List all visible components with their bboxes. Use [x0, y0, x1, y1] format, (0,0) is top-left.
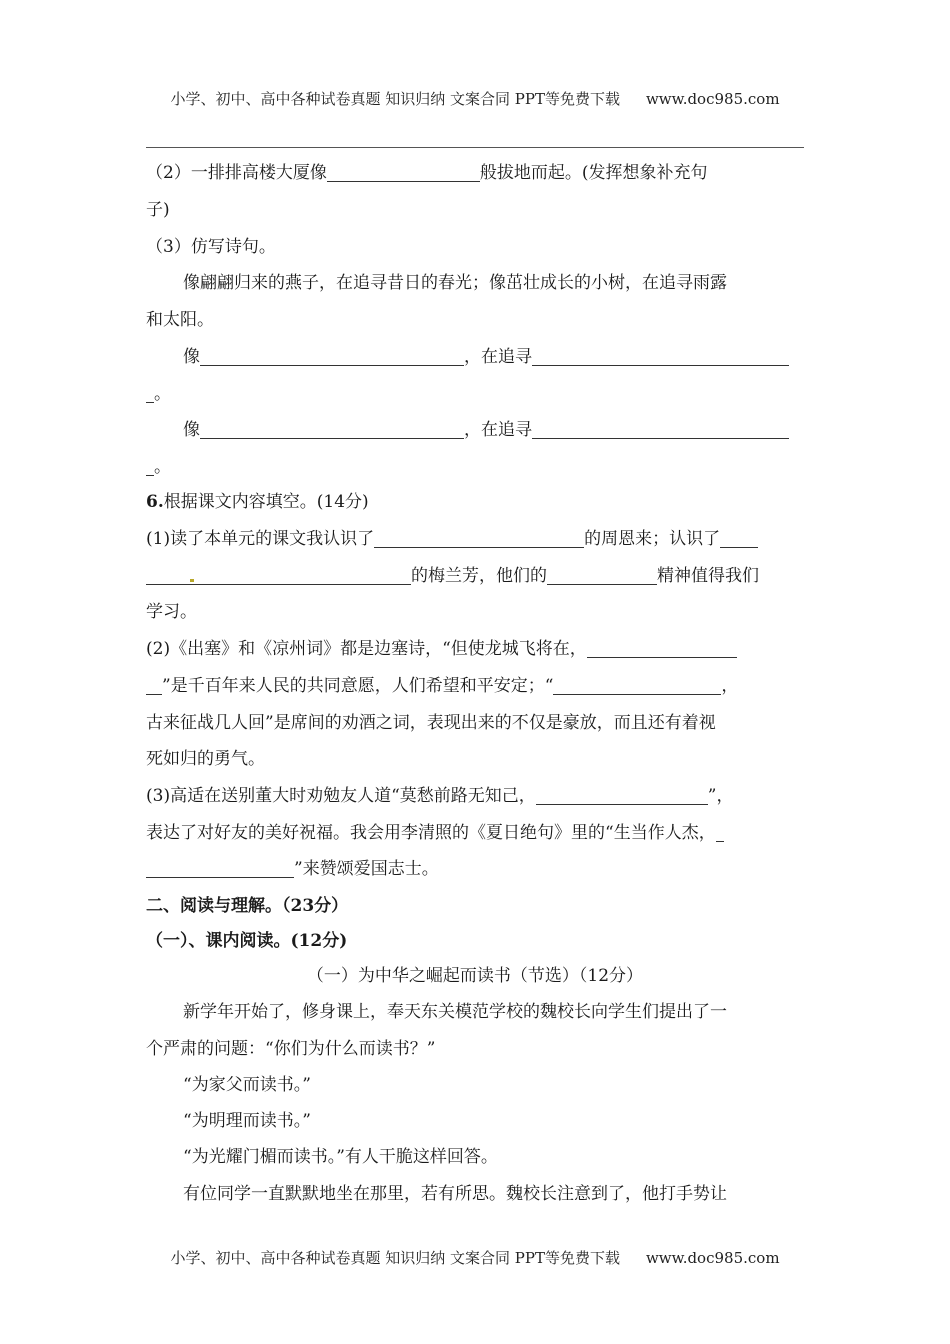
q5-part2-prefix: （2）一排排高楼大厦像: [146, 163, 327, 183]
q6-number: 6.: [146, 492, 164, 512]
q6-title: [146, 491, 816, 513]
passage-reply-2: [183, 1110, 853, 1132]
q6-p3-a: (3)高适在送别董大时劝勉友人道“莫愁前路无知己，: [146, 786, 536, 806]
stray-mark: [190, 579, 194, 582]
q6-p1-d: 精神值得我们: [657, 566, 759, 586]
q5-part2-blank[interactable]: [327, 164, 480, 182]
q6-part2-line-1: [146, 638, 816, 660]
q6-p1-c: 的梅兰芳，他们的: [411, 566, 547, 586]
q5-part3-title: [146, 236, 816, 258]
q5-like-label-1: 像: [183, 347, 200, 367]
q6-part2-line-2: [146, 675, 816, 697]
header-text: 小学、初中、高中各种试卷真题 知识归纳 文案合同 PPT等免费下载: [170, 90, 620, 108]
passage-para2-line-1: [183, 1183, 853, 1205]
q6-p3-blank-2b[interactable]: [146, 860, 294, 878]
q5-part2-suffix: 般拔地而起。(发挥想象补充句: [479, 163, 708, 183]
q5-imitation-blank-2a[interactable]: [200, 421, 464, 439]
q6-part3-line-1: [146, 785, 816, 807]
q6-p1-blank-3[interactable]: [547, 567, 657, 585]
header-divider: [146, 147, 804, 148]
q5-imitation-blank-1a[interactable]: [200, 348, 464, 366]
q6-part1-line-2: [146, 565, 816, 587]
passage-reply-1: [183, 1074, 853, 1096]
q5-part2-cont-text: 子): [146, 200, 170, 220]
q6-p1-a: (1)读了本单元的课文我认识了: [146, 529, 375, 549]
page-header: [0, 88, 950, 109]
q6-part3-line-3: [146, 858, 816, 880]
section2-title-text: 二、阅读与理解。（23分）: [146, 896, 349, 916]
passage-title: [0, 965, 950, 987]
q6-p1-blank-2b[interactable]: [146, 567, 411, 585]
page-footer: [0, 1247, 950, 1268]
q6-p3-d: ”来赞颂爱国志士。: [294, 859, 439, 879]
passage-para2-text: 有位同学一直默默地坐在那里，若有所思。魏校长注意到了，他打手势让: [183, 1184, 727, 1204]
q6-part1-line-1: [146, 528, 816, 550]
q5-example-text-2: 和太阳。: [146, 310, 214, 330]
q6-p3-c: 表达了对好友的美好祝福。我会用李清照的《夏日绝句》里的“生当作人杰，: [146, 823, 716, 843]
q5-imitation-blank-1b[interactable]: [532, 348, 789, 366]
q6-p2-c: ，: [721, 676, 739, 696]
q5-imitation-blank-1c[interactable]: [146, 385, 154, 403]
passage-para1-a: 新学年开始了，修身课上，奉天东关模范学校的魏校长向学生们提出了一: [183, 1002, 727, 1022]
q6-p3-blank-2a[interactable]: [716, 824, 724, 842]
q5-seek-label-1: ，在追寻: [464, 347, 532, 367]
passage-para1-line-2: [146, 1038, 816, 1060]
q5-imitation-end-1: [146, 383, 816, 405]
q5-end-2: 。: [154, 457, 171, 477]
q5-like-label-2: 像: [183, 420, 200, 440]
q6-p2-a: (2)《出塞》和《凉州词》都是边塞诗，“但使龙城飞将在，: [146, 639, 587, 659]
passage-para1-line-1: [183, 1001, 853, 1023]
q6-title-text: 根据课文内容填空。(14分): [163, 492, 369, 512]
q5-imitation-end-2: [146, 456, 816, 478]
passage-reply-1-text: “为家父而读书。”: [183, 1075, 311, 1095]
passage-reply-2-text: “为明理而读书。”: [183, 1111, 311, 1131]
q5-seek-label-2: ，在追寻: [464, 420, 532, 440]
q5-end-1: 。: [154, 384, 171, 404]
q5-part3-title-text: （3）仿写诗句。: [146, 237, 276, 257]
q6-p1-blank-1[interactable]: [374, 530, 584, 548]
section2-title: [146, 895, 816, 917]
q5-example-text-1: 像翩翩归来的燕子，在追寻昔日的春光；像茁壮成长的小树，在追寻雨露: [183, 273, 727, 293]
q6-p2-b: ”是千百年来人民的共同意愿，人们希望和平安定；“: [162, 676, 554, 696]
q6-part2-line-3: [146, 712, 816, 734]
section2-subtitle: [146, 930, 816, 952]
q6-p2-d: 古来征战几人回”是席间的劝酒之词，表现出来的不仅是豪放，而且还有着视: [146, 713, 716, 733]
q5-part3-example-2: [146, 309, 816, 331]
q6-p2-blank-1b[interactable]: [146, 677, 162, 695]
q6-p1-blank-2a[interactable]: [720, 530, 758, 548]
q5-part2-cont: [146, 199, 816, 221]
footer-url[interactable]: www.doc985.com: [645, 1249, 780, 1267]
footer-text: 小学、初中、高中各种试卷真题 知识归纳 文案合同 PPT等免费下载: [170, 1249, 620, 1267]
q5-imitation-blank-2b[interactable]: [532, 421, 789, 439]
q5-part3-example-1: [183, 272, 853, 294]
q6-part3-line-2: [146, 822, 816, 844]
q5-imitation-line-1: [183, 346, 853, 368]
passage-reply-3-text: “为光耀门楣而读书。”有人干脆这样回答。: [183, 1147, 498, 1167]
q6-p2-blank-1a[interactable]: [587, 640, 737, 658]
passage-reply-3: [183, 1146, 853, 1168]
q6-p2-blank-2[interactable]: [553, 677, 721, 695]
q5-imitation-line-2: [183, 419, 853, 441]
q6-p1-b: 的周恩来；认识了: [584, 529, 721, 549]
q6-p1-e: 学习。: [146, 602, 197, 622]
q6-p3-b: ”，: [707, 786, 734, 806]
q6-part2-line-4: [146, 748, 816, 770]
passage-title-text: （一）为中华之崛起而读书（节选）（12分）: [306, 966, 644, 986]
q5-part2-line: [146, 162, 816, 184]
passage-para1-b: 个严肃的问题：“你们为什么而读书？”: [146, 1039, 436, 1059]
q5-imitation-blank-2c[interactable]: [146, 458, 154, 476]
q6-p2-e: 死如归的勇气。: [146, 749, 265, 769]
section2-subtitle-text: （一）、课内阅读。(12分): [146, 931, 348, 951]
header-url[interactable]: www.doc985.com: [645, 90, 780, 108]
q6-part1-line-3: [146, 601, 816, 623]
q6-p3-blank-1[interactable]: [536, 787, 708, 805]
